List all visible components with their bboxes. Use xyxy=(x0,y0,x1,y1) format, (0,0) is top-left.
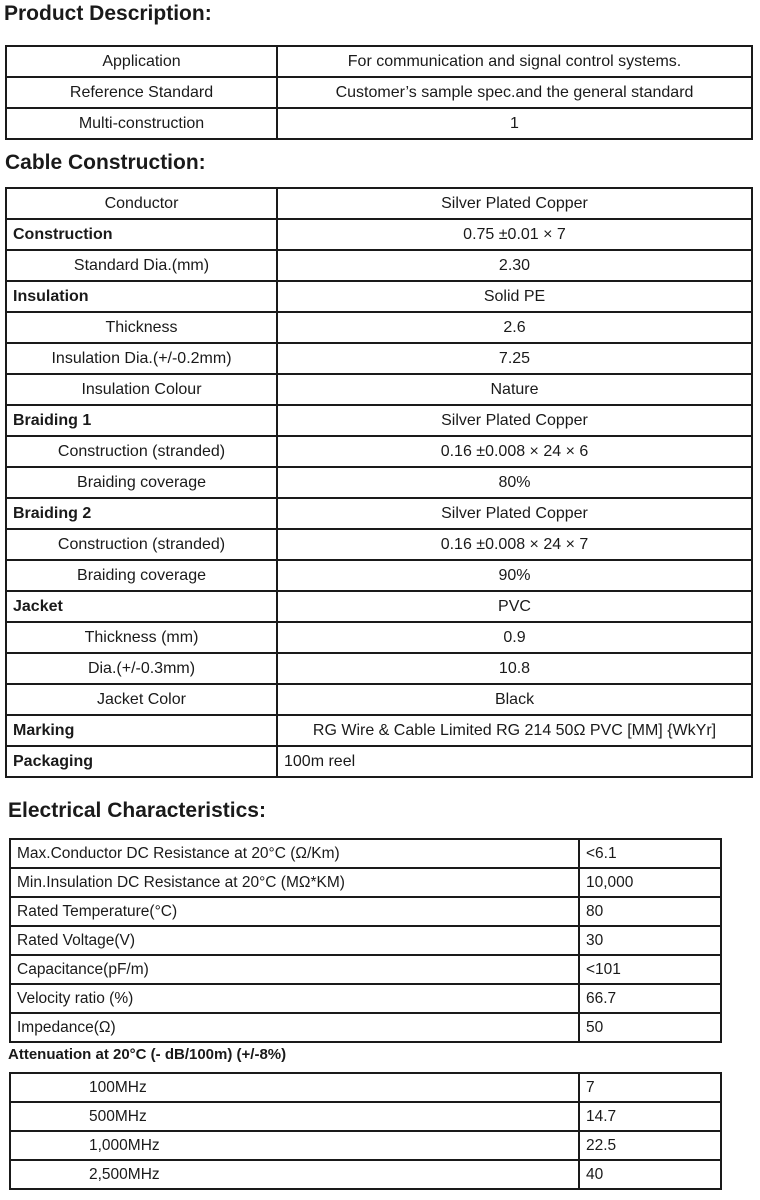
row-value: 2.30 xyxy=(277,250,752,281)
table-row xyxy=(6,219,752,250)
row-label: Capacitance(pF/m) xyxy=(10,955,579,984)
row-value: 10.8 xyxy=(277,653,752,684)
row-value: Customer’s sample spec.and the general standard xyxy=(277,77,752,108)
row-label: Reference Standard xyxy=(6,77,277,108)
row-value: 40 xyxy=(579,1160,721,1189)
table-row xyxy=(6,250,752,281)
row-label: 100MHz xyxy=(10,1073,579,1102)
row-label: Insulation xyxy=(6,281,277,312)
row-label: Min.Insulation DC Resistance at 20°C (MΩ*KM) xyxy=(10,868,579,897)
row-value: 80% xyxy=(277,467,752,498)
row-value: Solid PE xyxy=(277,281,752,312)
row-value: Nature xyxy=(277,374,752,405)
product-description-table xyxy=(5,45,753,140)
row-label: Braiding 1 xyxy=(6,405,277,436)
table-row xyxy=(6,436,752,467)
table-row xyxy=(10,1013,721,1042)
table-row xyxy=(6,405,752,436)
row-label: Insulation Colour xyxy=(6,374,277,405)
row-value: RG Wire & Cable Limited RG 214 50Ω PVC [MM] {WkYr] xyxy=(277,715,752,746)
table-row xyxy=(6,188,752,219)
product-description-body xyxy=(6,46,752,139)
row-value: 0.9 xyxy=(277,622,752,653)
row-value: 80 xyxy=(579,897,721,926)
electrical-characteristics-title: Electrical Characteristics: xyxy=(8,799,266,822)
row-value: Silver Plated Copper xyxy=(277,498,752,529)
row-label: Velocity ratio (%) xyxy=(10,984,579,1013)
row-label: Braiding coverage xyxy=(6,560,277,591)
row-label: Jacket xyxy=(6,591,277,622)
row-value: 30 xyxy=(579,926,721,955)
table-row xyxy=(6,77,752,108)
row-label: Marking xyxy=(6,715,277,746)
row-label: Construction xyxy=(6,219,277,250)
row-label: Construction (stranded) xyxy=(6,436,277,467)
table-row xyxy=(10,1102,721,1131)
table-row xyxy=(6,343,752,374)
table-row xyxy=(10,897,721,926)
row-value: <101 xyxy=(579,955,721,984)
row-value: PVC xyxy=(277,591,752,622)
row-label: Construction (stranded) xyxy=(6,529,277,560)
row-value: 0.75 ±0.01 × 7 xyxy=(277,219,752,250)
row-label: Rated Temperature(°C) xyxy=(10,897,579,926)
table-row xyxy=(10,1131,721,1160)
table-row xyxy=(10,984,721,1013)
row-value: 14.7 xyxy=(579,1102,721,1131)
row-value: <6.1 xyxy=(579,839,721,868)
row-value: Silver Plated Copper xyxy=(277,188,752,219)
row-value: Silver Plated Copper xyxy=(277,405,752,436)
row-value: Black xyxy=(277,684,752,715)
table-row xyxy=(6,591,752,622)
table-row xyxy=(10,1073,721,1102)
table-row xyxy=(6,560,752,591)
row-value: 2.6 xyxy=(277,312,752,343)
table-row xyxy=(10,955,721,984)
attenuation-body xyxy=(10,1073,721,1189)
row-value: 10,000 xyxy=(579,868,721,897)
row-value: 66.7 xyxy=(579,984,721,1013)
row-value: 100m reel xyxy=(277,746,752,777)
row-value: 7.25 xyxy=(277,343,752,374)
table-row xyxy=(6,312,752,343)
row-label: Packaging xyxy=(6,746,277,777)
row-label: Standard Dia.(mm) xyxy=(6,250,277,281)
table-row xyxy=(6,622,752,653)
table-row xyxy=(6,715,752,746)
table-row xyxy=(6,684,752,715)
table-row xyxy=(10,1160,721,1189)
row-label: 2,500MHz xyxy=(10,1160,579,1189)
row-value: 0.16 ±0.008 × 24 × 6 xyxy=(277,436,752,467)
cable-construction-table xyxy=(5,187,753,778)
row-value: 50 xyxy=(579,1013,721,1042)
table-row xyxy=(6,108,752,139)
row-label: Braiding coverage xyxy=(6,467,277,498)
row-value: 22.5 xyxy=(579,1131,721,1160)
row-label: 1,000MHz xyxy=(10,1131,579,1160)
table-row xyxy=(6,746,752,777)
row-label: Rated Voltage(V) xyxy=(10,926,579,955)
row-label: Thickness (mm) xyxy=(6,622,277,653)
table-row xyxy=(10,868,721,897)
row-label: Braiding 2 xyxy=(6,498,277,529)
row-value: 7 xyxy=(579,1073,721,1102)
row-label: Insulation Dia.(+/-0.2mm) xyxy=(6,343,277,374)
row-value: 90% xyxy=(277,560,752,591)
row-label: Application xyxy=(6,46,277,77)
electrical-characteristics-body xyxy=(10,839,721,1042)
table-row xyxy=(6,467,752,498)
table-row xyxy=(6,374,752,405)
electrical-characteristics-table xyxy=(9,838,722,1043)
row-label: Impedance(Ω) xyxy=(10,1013,579,1042)
table-row xyxy=(10,839,721,868)
row-value: 1 xyxy=(277,108,752,139)
row-label: Thickness xyxy=(6,312,277,343)
cable-construction-body xyxy=(6,188,752,777)
attenuation-table xyxy=(9,1072,722,1190)
table-row xyxy=(10,926,721,955)
row-label: Dia.(+/-0.3mm) xyxy=(6,653,277,684)
row-label: Max.Conductor DC Resistance at 20°C (Ω/Km) xyxy=(10,839,579,868)
row-value: For communication and signal control systems. xyxy=(277,46,752,77)
table-row xyxy=(6,46,752,77)
attenuation-title: Attenuation at 20°C (- dB/100m) (+/-8%) xyxy=(8,1046,287,1063)
cable-construction-title: Cable Construction: xyxy=(5,151,206,174)
row-label: Conductor xyxy=(6,188,277,219)
row-label: 500MHz xyxy=(10,1102,579,1131)
row-label: Multi-construction xyxy=(6,108,277,139)
row-value: 0.16 ±0.008 × 24 × 7 xyxy=(277,529,752,560)
table-row xyxy=(6,653,752,684)
table-row xyxy=(6,281,752,312)
table-row xyxy=(6,529,752,560)
row-label: Jacket Color xyxy=(6,684,277,715)
product-description-title: Product Description: xyxy=(4,2,212,25)
table-row xyxy=(6,498,752,529)
